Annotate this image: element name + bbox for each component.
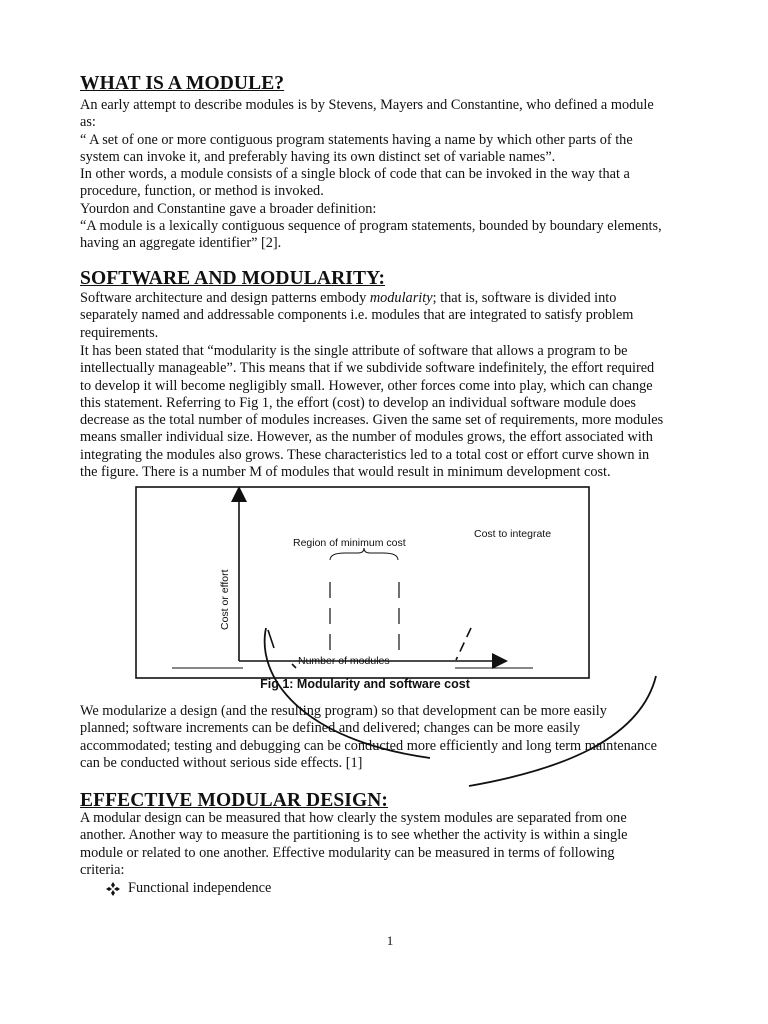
after-figure-paragraph: We modularize a design (and the resulting program) so that development can be more easily planned; software increments can be defined and delivered; changes can be more easily accommodated; testing and debugging can be conducted more efficiently and long term maintenance can be conducted without serious side effects. [1] [80,703,657,771]
section-title-modularity: SOFTWARE AND MODULARITY: [80,268,386,289]
criteria-bullet-item [106,880,271,897]
curve-tick-bottom [292,664,296,668]
intro-italic-term: modularity [369,290,433,306]
four-diamond-bullet-icon [106,882,120,896]
y-axis-label: Cost or effort [219,569,231,630]
effective-paragraph: A modular design can be measured that how clearly the system modules are separated from one another. Another way to measure the partitioning is to see whether the activity is within a single module or related to one another. Effective modularity can be measured in terms of following criteria: [80,810,628,878]
section-title-module: WHAT IS A MODULE? [80,73,285,94]
intro-text-start: Software architecture and design patterns embody [80,290,370,306]
minimum-region-brace [330,548,398,560]
figure-caption: Fig 1: Modularity and software cost [260,677,470,691]
curve-tick-left [268,630,274,648]
region-of-minimum-cost-label: Region of minimum cost [293,537,406,549]
x-axis-label: Number of modules [298,655,390,667]
page-number: 1 [386,933,394,948]
intro-text-end: ; that is, software is divided into separately named and addressable components i.e. modules that are integrated to satisfy problem requirements. [80,290,634,341]
module-paragraph: An early attempt to describe modules is by Stevens, Mayers and Constantine, who defined a module as: “ A set of one or more contiguous program statements having a name by which other parts of the system can invoke it, and preferably having its own distinct set of variable names”. In other words, a module consists of a single block of code that can be invoked in the way that a procedure, function, or method is invoked. Yourdon and Constantine gave a broader definition: “A module is a lexically contiguous sequence of program statements, bounded by boundary elements, having an aggregate identifier” [2]. [80,97,662,252]
modularity-paragraph: It has been stated that “modularity is the single attribute of software that allows a program to be intellectually manageable”. This means that if we subdivide software indefinitely, the effort required to develop it will become negligibly small. However, other forces come into play, which can change this statement. Referring to Fig 1, the effort (cost) to develop an individual software module does decrease as the total number of modules increases. Given the same set of requirements, more modules means smaller individual size. However, as the number of modules grows, the effort associated with integrating the modules also grows. These characteristics led to a total cost or effort curve shown in the figure. There is a number M of modules that would result in minimum development cost. [80,343,664,481]
curve-tick-right [456,628,471,660]
cost-to-integrate-label: Cost to integrate [474,528,552,540]
figure-frame [136,487,589,678]
section-title-effective: EFFECTIVE MODULAR DESIGN: [80,790,389,811]
bullet-text: Functional independence [128,880,272,896]
